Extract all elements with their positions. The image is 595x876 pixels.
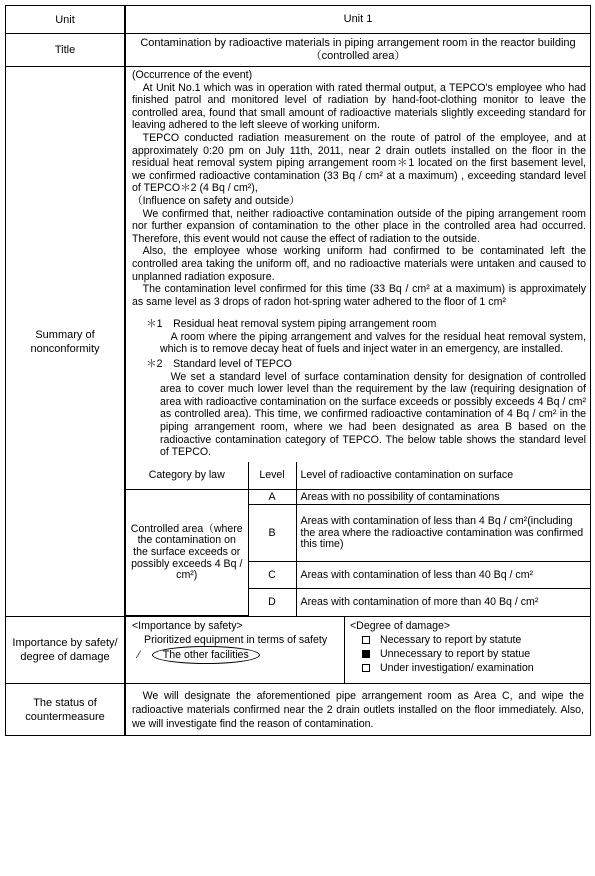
importance-divider <box>344 617 345 683</box>
note-2-heading: ＊2 Standard level of TEPCO <box>146 358 292 371</box>
title-value: Contamination by radioactive materials in piping arrangement room in the reactor building（controlled area） <box>125 34 591 67</box>
safety-importance <box>132 619 344 664</box>
selected-importance-ellipse: The other facilities <box>152 646 260 664</box>
countermeasure-cell <box>125 684 591 736</box>
note-2-body: We set a standard level of surface contamination density for designation of controlled area to cover much lower level than the requirement by the law (requiring designation of area with radioactive contamination on the surface exceeds or possibly exceeds 4 Bq / cm² as controlled area). This time, we confirmed radioactive contamination of 4 Bq / cm² in the piping arrangement room, where we had been designated as area B based on the radioactive contamination category of TEPCO. The below table shows the standard level of TEPCO. <box>160 370 586 459</box>
summary-text <box>126 67 590 459</box>
level-header: Level <box>248 462 296 490</box>
influence-heading: （Influence on safety and outside） <box>132 194 300 207</box>
checkbox-filled-icon <box>362 650 370 658</box>
title-label: Title <box>6 34 126 67</box>
level-c-desc: Areas with contamination of less than 40 Bq / cm² <box>296 562 590 589</box>
law-category-cell: Controlled area（where the contamination on the surface exceeds or possibly exceeds 4 Bq / cm²) <box>126 490 248 616</box>
safety-text: Prioritized equipment in terms of safety <box>144 634 328 647</box>
level-b: B <box>248 505 296 562</box>
slash-mark: ⁄ <box>138 649 140 662</box>
level-d: D <box>248 589 296 616</box>
importance-cell <box>125 617 591 684</box>
level-a-desc: Areas with no possibility of contaminations <box>296 490 590 505</box>
damage-option-unnecessary: Unnecessary to report by statue <box>362 647 590 661</box>
unit-value: Unit 1 <box>125 6 591 34</box>
summary-paragraph-3: We confirmed that, neither radioactive contamination outside of the piping arrangement room nor further expansion of contamination to the other place in the controlled area had occurred. Therefore, this event would not cause the effect of radiation to the outside. <box>132 207 586 245</box>
category-header: Category by law <box>126 462 248 490</box>
level-d-desc: Areas with contamination of more than 40 Bq / cm² <box>296 589 590 616</box>
checkbox-icon <box>362 636 370 644</box>
note-1-heading: ＊1 Residual heat removal system piping arrangement room <box>146 318 437 331</box>
contamination-header: Level of radioactive contamination on surface <box>296 462 590 490</box>
checkbox-icon <box>362 664 370 672</box>
damage-heading: <Degree of damage> <box>350 620 451 633</box>
summary-paragraph-1: At Unit No.1 which was in operation with rated thermal output, a TEPCO's employee who had finished patrol and monitored level of radiation by hand-foot-clothing monitor to leave the controlled area, found that small amount of radioactive materials slightly exceeding standard for leaving adhered to the left sleeve of working uniform. <box>132 81 586 132</box>
note-1-body: A room where the piping arrangement and valves for the residual heat removal system, which is to remove decay heat of fuels and inject water in an emergency, are installed. <box>160 330 586 356</box>
level-c: C <box>248 562 296 589</box>
countermeasure-text: We will designate the aforementioned pipe arrangement room as Area C, and wipe the radioactive materials confirmed near the 2 drain outlets installed on the floor immediately. Also, we will investigate find the reason of contamination. <box>132 689 584 730</box>
document-frame <box>5 5 591 871</box>
countermeasure-label: The status of countermeasure <box>6 684 126 736</box>
nonconformity-report-table <box>5 5 591 736</box>
importance-label: Importance by safety/ degree of damage <box>6 617 126 684</box>
contamination-category-table <box>126 462 590 617</box>
summary-cell <box>125 67 591 617</box>
damage-option-necessary: Necessary to report by statute <box>362 633 590 647</box>
occurrence-heading: (Occurrence of the event) <box>132 69 253 81</box>
summary-label: Summary of nonconformity <box>6 67 126 617</box>
level-a: A <box>248 490 296 505</box>
damage-option-investigation: Under investigation/ examination <box>362 661 590 675</box>
safety-heading: <Importance by safety> <box>132 620 243 633</box>
unit-label: Unit <box>6 6 126 34</box>
summary-paragraph-4: Also, the employee whose working uniform had confirmed to be contaminated left the controlled area taking the uniform off, and no radioactive materials were untaken and caused to unplanned radiation exposure. <box>132 245 586 283</box>
level-b-desc: Areas with contamination of less than 4 Bq / cm²(including the area where the radioactive contamination was confirmed this time) <box>296 505 590 562</box>
summary-paragraph-2: TEPCO conducted radiation measurement on the route of patrol of the employee, and at approximately 0:20 pm on July 11th, 2011, near 2 drain outlets installed on the floor in the residual heat removal system piping arrangement room＊1 located on the first basement level, we confirmed radioactive contamination (33 Bq / cm² at a maximum) , exceeding standard level of TEPCO＊2 (4 Bq / cm²), <box>132 131 586 195</box>
damage-degree <box>350 619 590 675</box>
summary-paragraph-5: The contamination level confirmed for this time (33 Bq / cm² at a maximum) is approximately as same level as 3 drops of radon hot-spring water adhered to the floor of 1 cm² <box>132 283 586 308</box>
